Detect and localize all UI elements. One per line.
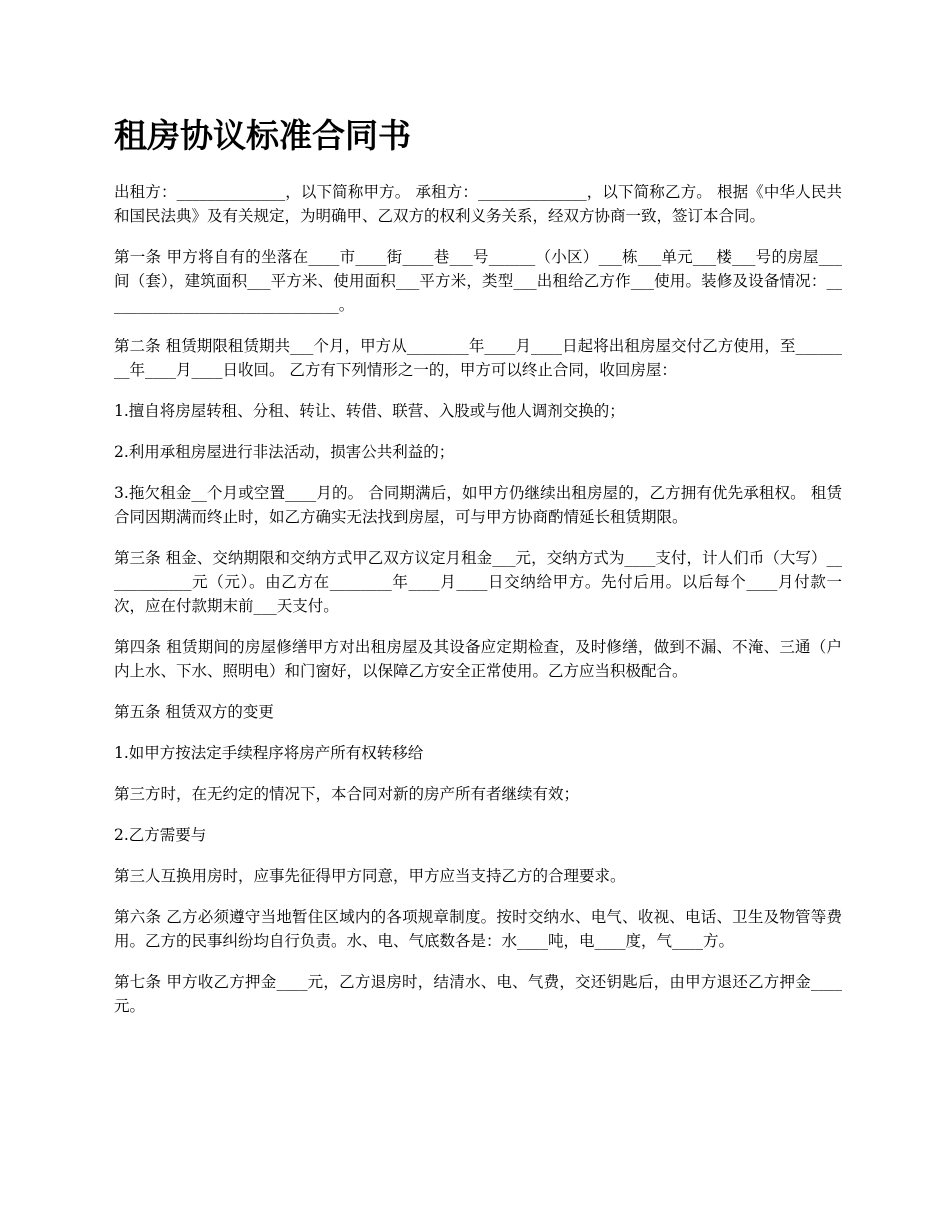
paragraph-article-5: 第五条 租赁双方的变更 <box>114 703 274 721</box>
paragraph-article-6: 第六条 乙方必须遵守当地暂住区域内的各项规章制度。按时交纳水、电气、收视、电话、卫生及物管等费用。乙方的民事纠纷均自行负责。水、电、气底数各是：水____吨，电____度，气____方。 <box>114 908 842 950</box>
paragraph-article-5-item-1-cont: 第三方时，在无约定的情况下，本合同对新的房产所有者继续有效； <box>114 785 580 803</box>
paragraph-article-2: 第二条 租赁期限租赁期共___个月，甲方从________年____月____日起将出租房屋交付乙方使用，至________年____月____日收回。 乙方有下列情形之一的，甲方可以终止合同，收回房屋： <box>114 337 842 379</box>
document-page <box>114 112 842 1035</box>
paragraph-article-1: 第一条 甲方将自有的坐落在____市____街____巷___号______（小区）___栋___单元___楼___号的房屋___间（套），建筑面积___平方米、使用面积___平方米，类型___出租给乙方作___使用。装修及设备情况：_______________________________。 <box>114 248 842 314</box>
paragraph-article-5-item-2: 2.乙方需要与 <box>114 826 207 844</box>
paragraph-article-4: 第四条 租赁期间的房屋修缮甲方对出租房屋及其设备应定期检查，及时修缮，做到不漏、不淹、三通（户内上水、下水、照明电）和门窗好，以保障乙方安全正常使用。乙方应当积极配合。 <box>114 638 842 680</box>
paragraph-clause-1: 1.擅自将房屋转租、分租、转让、转借、联营、入股或与他人调剂交换的； <box>114 402 625 420</box>
paragraph-parties: 出租方：______________，以下简称甲方。 承租方：______________，以下简称乙方。 根据《中华人民共和国民法典》及有关规定，为明确甲、乙双方的权利义务关系，经双方协商一致，签订本合同。 <box>114 183 842 225</box>
paragraph-clause-2: 2.利用承租房屋进行非法活动，损害公共利益的； <box>114 443 455 461</box>
paragraph-article-7: 第七条 甲方收乙方押金____元，乙方退房时，结清水、电、气费，交还钥匙后，由甲方退还乙方押金____元。 <box>114 973 842 1015</box>
paragraph-article-3: 第三条 租金、交纳期限和交纳方式甲乙双方议定月租金___元，交纳方式为____支付，计人们币（大写）____________元（元）。由乙方在________年____月____日交纳给甲方。先付后用。以后每个____月付款一次，应在付款期末前___天支付。 <box>114 549 842 615</box>
paragraph-article-5-item-2-cont: 第三人互换用房时，应事先征得甲方同意，甲方应当支持乙方的合理要求。 <box>114 867 626 885</box>
paragraph-clause-3: 3.拖欠租金__个月或空置____月的。 合同期满后，如甲方仍继续出租房屋的，乙方拥有优先承租权。 租赁合同因期满而终止时，如乙方确实无法找到房屋，可与甲方协商酌情延长租赁期限。 <box>114 484 842 526</box>
paragraph-article-5-item-1: 1.如甲方按法定手续程序将房产所有权转移给 <box>114 744 424 762</box>
document-title: 租房协议标准合同书 <box>114 116 411 155</box>
